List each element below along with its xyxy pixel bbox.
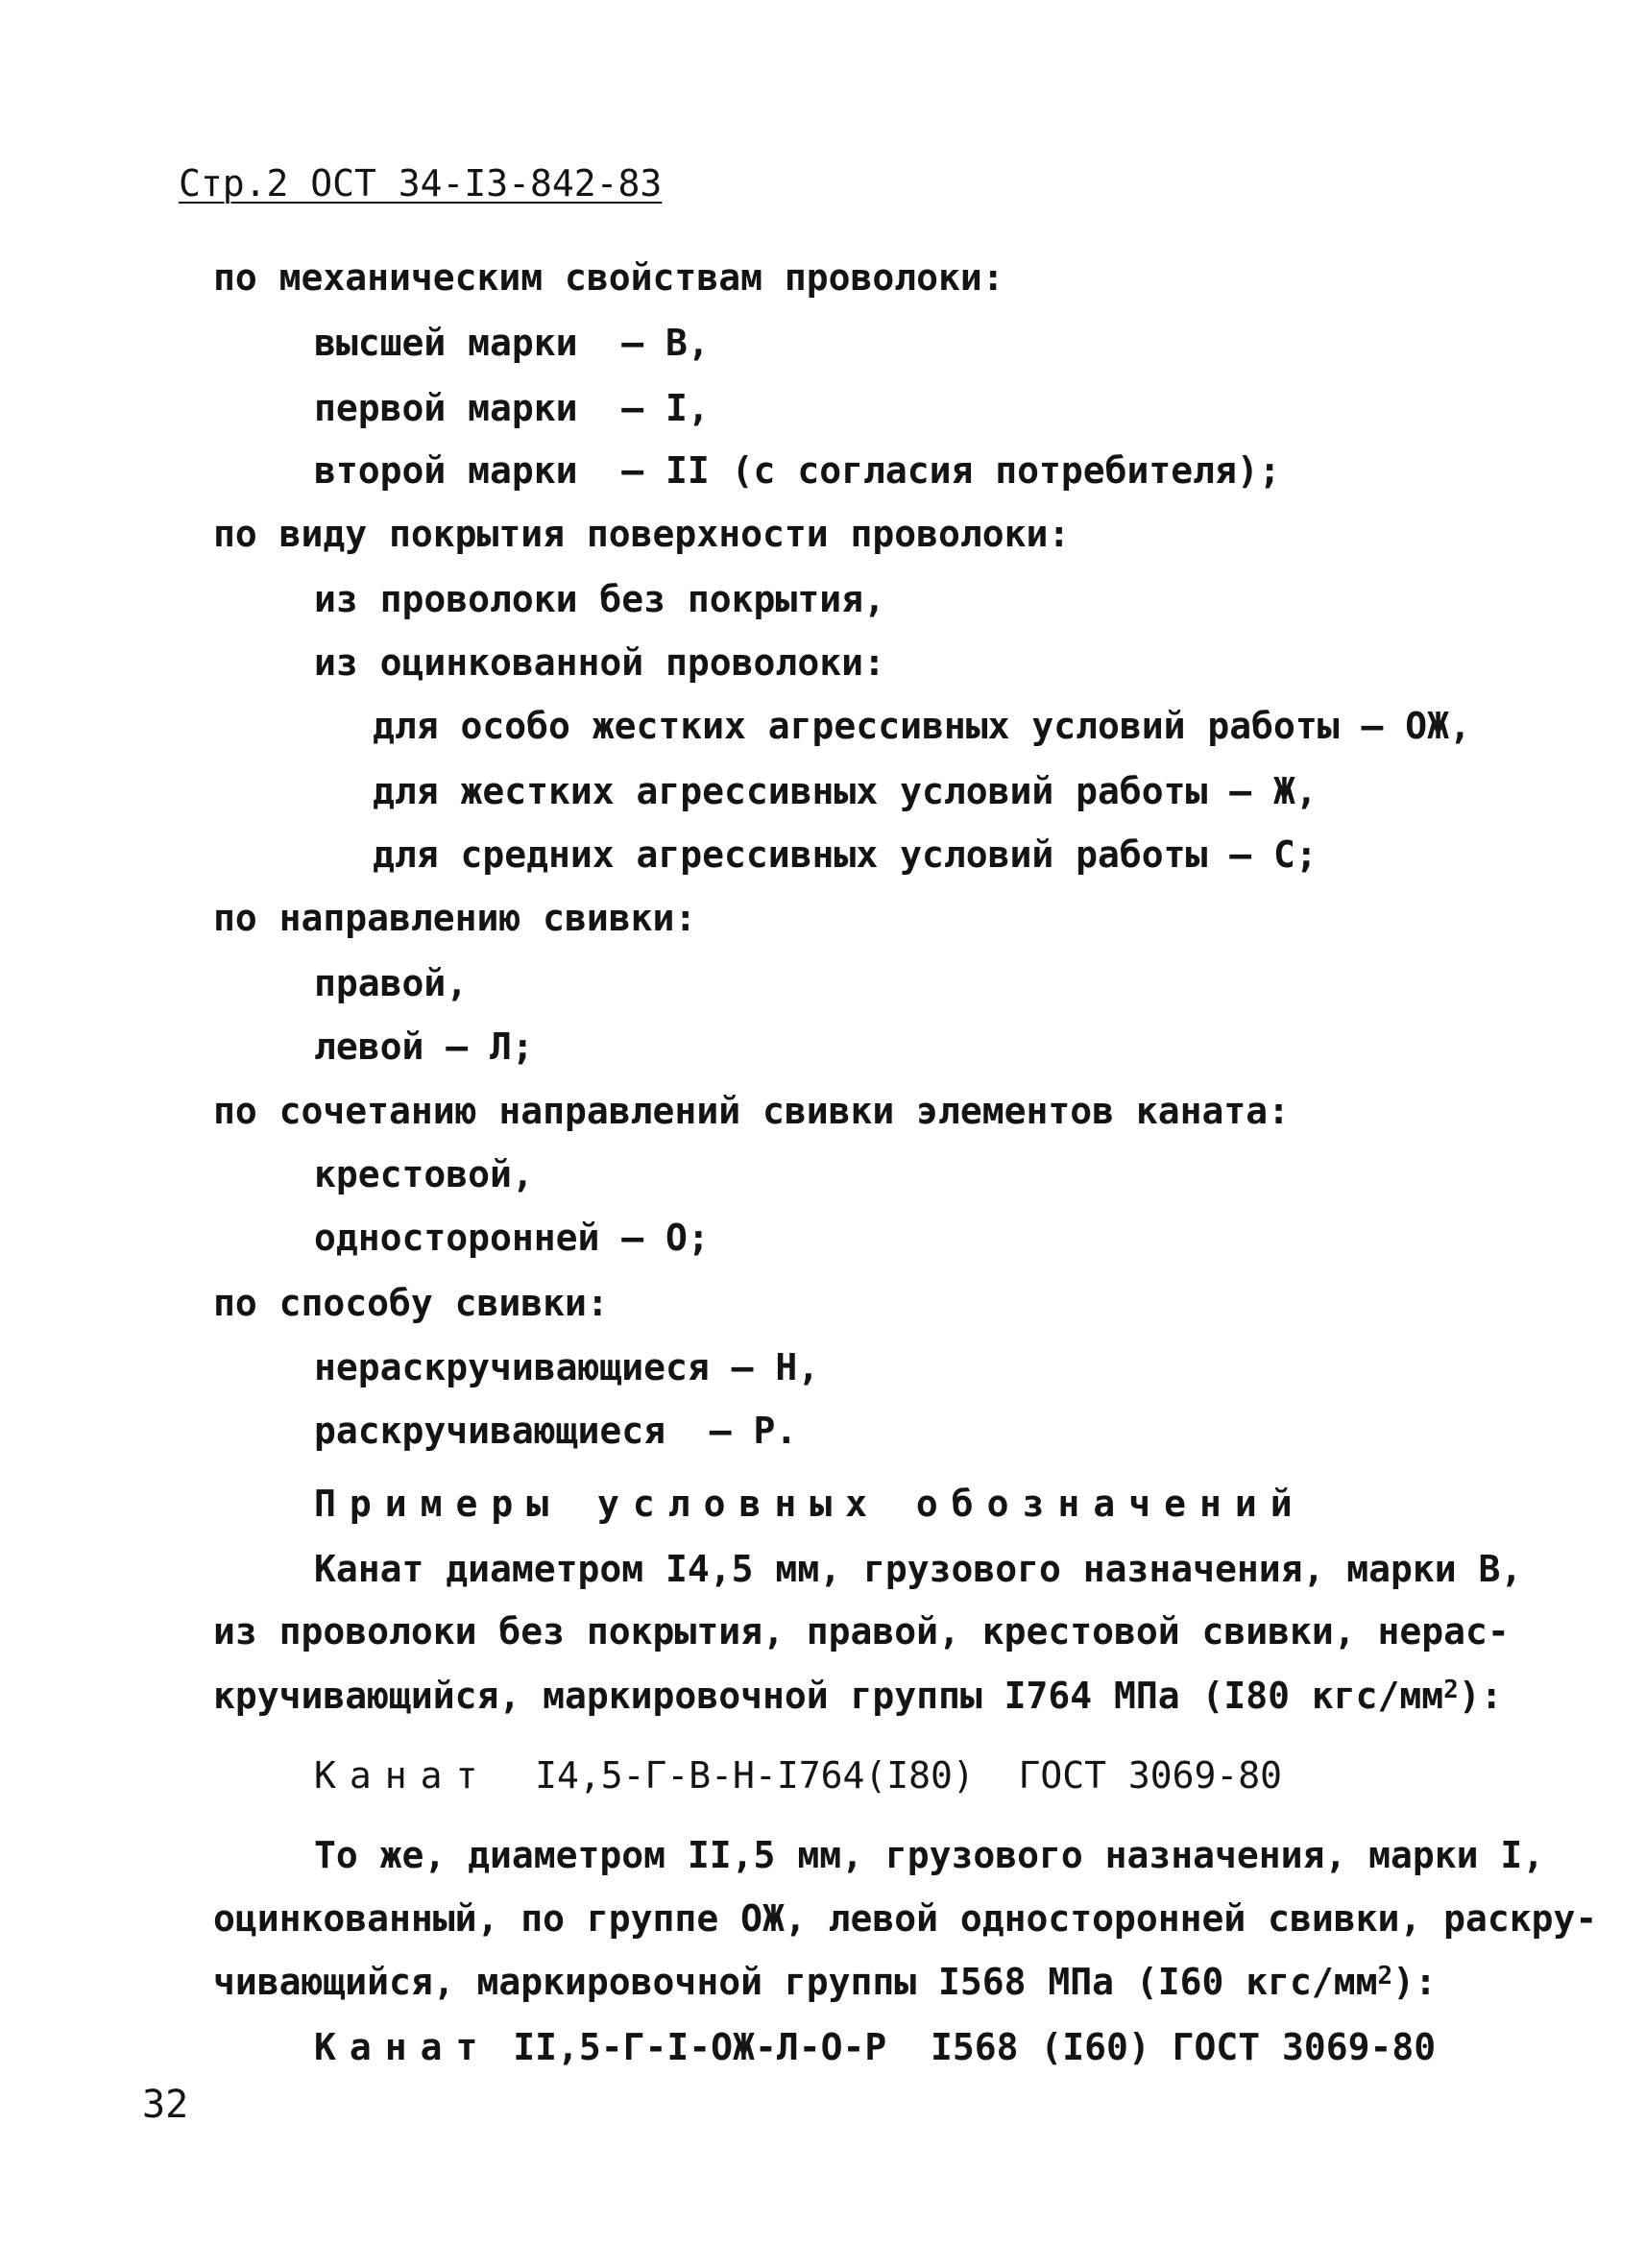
list-heading-lay-method: по способу свивки: (213, 1282, 609, 1324)
list-item: нераскручивающиеся – Н, (314, 1346, 820, 1388)
list-item: для жестких агрессивных условий работы – Ж, (373, 770, 1318, 812)
list-item: раскручивающиеся – Р. (314, 1410, 798, 1452)
example1-line3: кручивающийся, маркировочной группы I764 МПа (I80 кгс/$мм^2$): (213, 1675, 1503, 1717)
example1-designation: Канат I4,5-Г-В-Н-I764(I80) ГОСТ 3069-80 (314, 1754, 1283, 1797)
list-item: правой, (314, 962, 469, 1004)
example1-line1: Канат диаметром I4,5 мм, грузового назначения, марки В, (314, 1548, 1523, 1590)
list-item: второй марки – II (с согласия потребителя); (314, 449, 1281, 492)
list-item: левой – Л; (314, 1025, 534, 1068)
example2-line3: чивающийся, маркировочной группы I568 МПа (I60 кгс/$мм^2$): (213, 1961, 1437, 2003)
page-header: Стр.2 ОСТ 34-I3-842-83 (179, 162, 663, 205)
list-heading-lay-direction: по направлению свивки: (213, 897, 697, 939)
list-item: высшей марки – В, (314, 322, 710, 364)
example1-line2: из проволоки без покрытия, правой, крестовой свивки, нерас- (213, 1610, 1510, 1653)
example2-line2: оцинкованный, по группе ОЖ, левой односторонней свивки, раскру- (213, 1897, 1598, 1940)
list-item: для особо жестких агрессивных условий работы – ОЖ, (373, 705, 1471, 747)
examples-heading: Примеры условных обозначений (314, 1483, 1306, 1525)
page-number: 32 (142, 2083, 189, 2127)
list-item: из проволоки без покрытия, (314, 578, 885, 620)
list-item: для средних агрессивных условий работы – С; (373, 833, 1318, 876)
list-heading-lay-combination: по сочетанию направлений свивки элементов каната: (213, 1090, 1291, 1132)
list-item: односторонней – О; (314, 1217, 710, 1259)
list-heading-coating: по виду покрытия поверхности проволоки: (213, 513, 1071, 555)
list-item: из оцинкованной проволоки: (314, 641, 885, 684)
list-heading-mechanical: по механическим свойствам проволоки: (213, 256, 1004, 299)
list-item: первой марки – I, (314, 387, 710, 429)
list-item: крестовой, (314, 1153, 534, 1195)
example2-designation: Канат II,5-Г-I-ОЖ-Л-О-Р I568 (I60) ГОСТ 3069-80 (314, 2026, 1437, 2068)
example2-line1: То же, диаметром II,5 мм, грузового назначения, марки I, (314, 1834, 1545, 1876)
